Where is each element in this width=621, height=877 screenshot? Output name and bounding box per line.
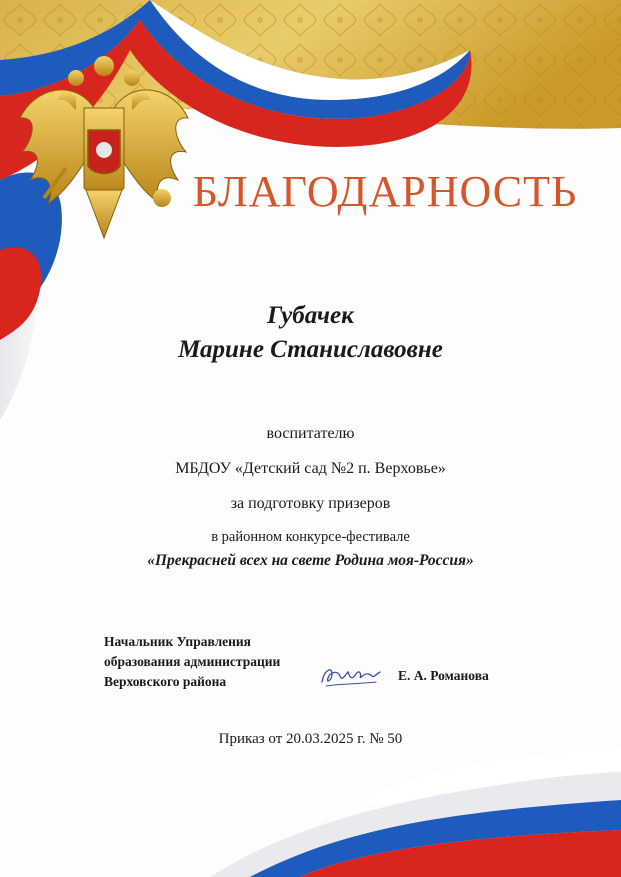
contest-intro: в районном конкурсе-фестивале xyxy=(211,529,410,545)
recipient-position: воспитателю xyxy=(266,425,355,442)
recipient-surname: Губачек xyxy=(267,302,354,329)
russian-coat-of-arms-icon xyxy=(14,48,194,248)
certificate-title: БЛАГОДАРНОСТЬ xyxy=(192,167,578,216)
signer-title-line: Начальник Управления xyxy=(104,634,251,649)
contest-name: «Прекрасней всех на свете Родина моя-Россия» xyxy=(147,552,474,569)
signer-name: Е. А. Романова xyxy=(398,668,489,683)
award-reason: за подготовку призеров xyxy=(230,495,391,512)
signer-title-line: образования администрации xyxy=(104,654,281,669)
signer-title xyxy=(104,632,334,692)
signer-title-line: Верховского района xyxy=(104,674,227,689)
organization-name: МБДОУ «Детский сад №2 п. Верховье» xyxy=(175,460,446,477)
handwritten-signature-icon xyxy=(318,660,382,692)
order-reference: Приказ от 20.03.2025 г. № 50 xyxy=(218,731,403,747)
recipient-name: Марине Станиславовне xyxy=(178,336,443,363)
